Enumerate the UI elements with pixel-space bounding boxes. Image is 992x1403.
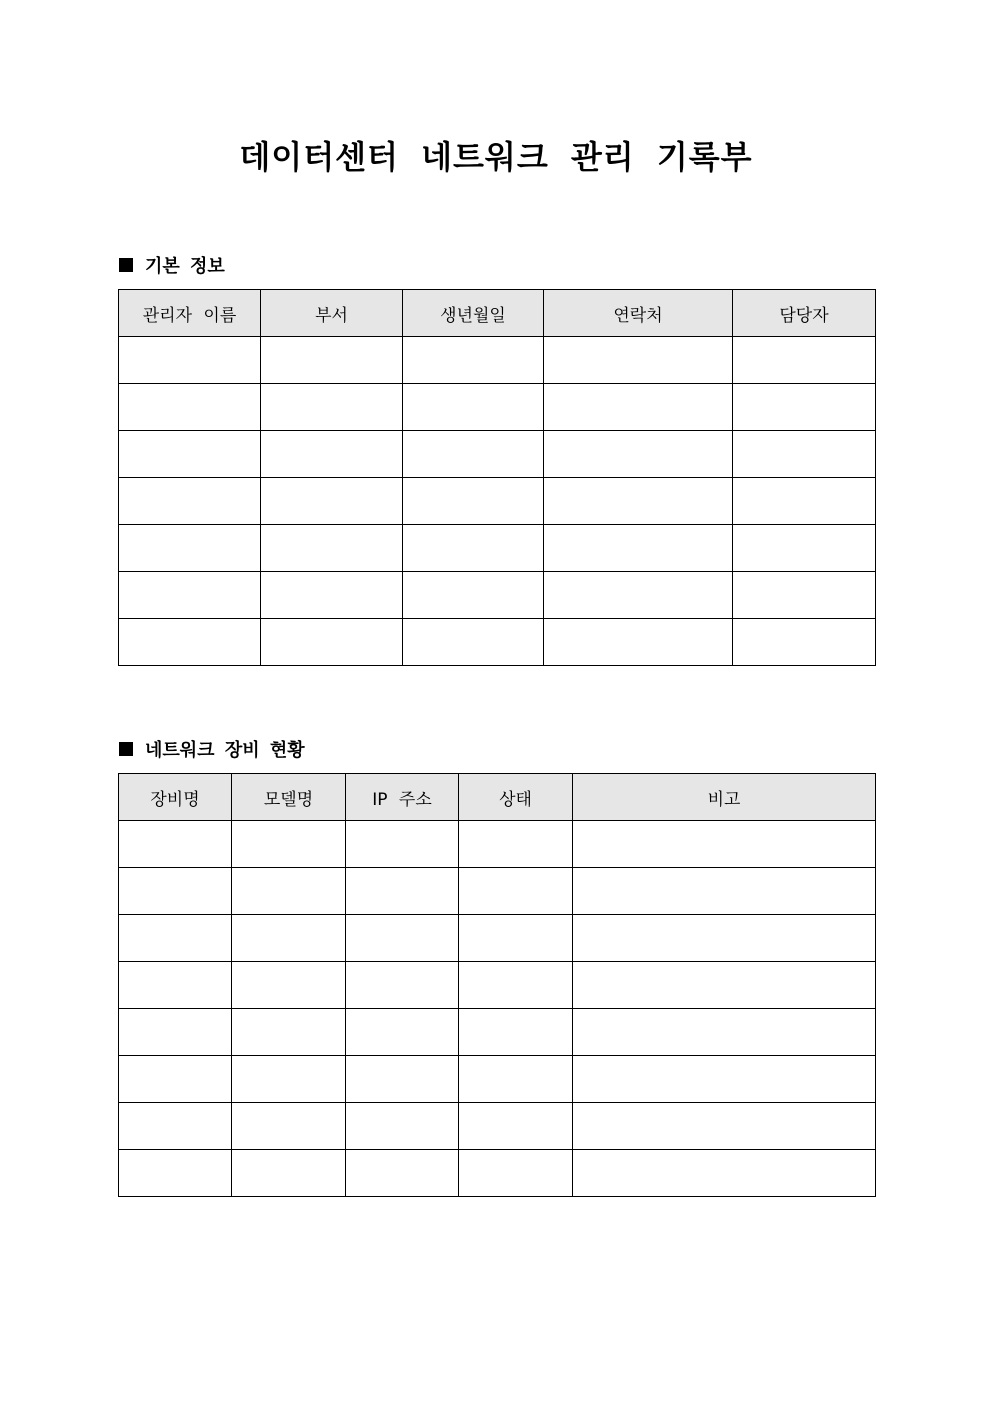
square-bullet-icon bbox=[119, 742, 133, 756]
table-cell[interactable] bbox=[544, 572, 733, 619]
table-cell[interactable] bbox=[346, 1056, 459, 1103]
table-cell[interactable] bbox=[733, 478, 876, 525]
table-cell[interactable] bbox=[346, 1103, 459, 1150]
table-cell[interactable] bbox=[573, 868, 876, 915]
table-row bbox=[119, 915, 876, 962]
basic-info-table-body bbox=[119, 337, 876, 666]
table-cell[interactable] bbox=[232, 1103, 346, 1150]
table-cell[interactable] bbox=[261, 572, 403, 619]
table-cell[interactable] bbox=[733, 619, 876, 666]
table-row bbox=[119, 962, 876, 1009]
section-heading-label: 기본 정보 bbox=[145, 256, 225, 277]
table-cell[interactable] bbox=[459, 868, 573, 915]
page-title: 데이터센터 네트워크 관리 기록부 bbox=[239, 138, 753, 176]
table-cell[interactable] bbox=[232, 868, 346, 915]
column-header-remarks: 비고 bbox=[573, 774, 876, 821]
table-cell[interactable] bbox=[403, 384, 544, 431]
table-cell[interactable] bbox=[459, 1103, 573, 1150]
section-heading-label: 네트워크 장비 현황 bbox=[145, 740, 305, 761]
table-cell[interactable] bbox=[346, 821, 459, 868]
square-bullet-icon bbox=[119, 258, 133, 272]
equipment-table bbox=[118, 773, 876, 1197]
table-header-row bbox=[119, 290, 876, 337]
table-cell[interactable] bbox=[573, 821, 876, 868]
table-cell[interactable] bbox=[232, 1150, 346, 1197]
table-row bbox=[119, 478, 876, 525]
table-cell[interactable] bbox=[119, 431, 261, 478]
column-header-person-in-charge: 담당자 bbox=[733, 290, 876, 337]
table-cell[interactable] bbox=[544, 525, 733, 572]
table-cell[interactable] bbox=[544, 384, 733, 431]
table-cell[interactable] bbox=[459, 915, 573, 962]
table-cell[interactable] bbox=[346, 1009, 459, 1056]
table-cell[interactable] bbox=[261, 525, 403, 572]
table-cell[interactable] bbox=[119, 821, 232, 868]
column-header-model-name: 모델명 bbox=[232, 774, 346, 821]
table-cell[interactable] bbox=[733, 384, 876, 431]
table-cell[interactable] bbox=[544, 478, 733, 525]
table-cell[interactable] bbox=[119, 619, 261, 666]
table-cell[interactable] bbox=[119, 1150, 232, 1197]
table-cell[interactable] bbox=[119, 1009, 232, 1056]
column-header-ip-address: IP 주소 bbox=[346, 774, 459, 821]
table-row bbox=[119, 619, 876, 666]
table-cell[interactable] bbox=[573, 962, 876, 1009]
table-row bbox=[119, 1103, 876, 1150]
table-row bbox=[119, 1056, 876, 1103]
table-cell[interactable] bbox=[232, 915, 346, 962]
table-cell[interactable] bbox=[459, 1150, 573, 1197]
table-cell[interactable] bbox=[346, 1150, 459, 1197]
table-cell[interactable] bbox=[733, 572, 876, 619]
table-cell[interactable] bbox=[119, 478, 261, 525]
table-cell[interactable] bbox=[232, 1056, 346, 1103]
table-cell[interactable] bbox=[403, 525, 544, 572]
table-cell[interactable] bbox=[346, 915, 459, 962]
table-cell[interactable] bbox=[573, 1150, 876, 1197]
table-cell[interactable] bbox=[346, 962, 459, 1009]
table-row bbox=[119, 337, 876, 384]
table-cell[interactable] bbox=[232, 962, 346, 1009]
table-cell[interactable] bbox=[733, 337, 876, 384]
table-cell[interactable] bbox=[403, 431, 544, 478]
column-header-department: 부서 bbox=[261, 290, 403, 337]
table-cell[interactable] bbox=[261, 337, 403, 384]
table-cell[interactable] bbox=[573, 1056, 876, 1103]
section-heading-equipment bbox=[119, 736, 305, 762]
column-header-equipment-name: 장비명 bbox=[119, 774, 232, 821]
table-cell[interactable] bbox=[119, 962, 232, 1009]
table-cell[interactable] bbox=[119, 337, 261, 384]
table-cell[interactable] bbox=[573, 915, 876, 962]
table-cell[interactable] bbox=[346, 868, 459, 915]
table-row bbox=[119, 384, 876, 431]
table-cell[interactable] bbox=[119, 572, 261, 619]
column-header-birthdate: 생년월일 bbox=[403, 290, 544, 337]
table-cell[interactable] bbox=[459, 962, 573, 1009]
table-cell[interactable] bbox=[573, 1103, 876, 1150]
table-cell[interactable] bbox=[403, 337, 544, 384]
equipment-table-body bbox=[119, 821, 876, 1197]
column-header-contact: 연락처 bbox=[544, 290, 733, 337]
table-cell[interactable] bbox=[403, 478, 544, 525]
table-cell[interactable] bbox=[403, 572, 544, 619]
section-heading-basic-info bbox=[119, 252, 225, 278]
table-cell[interactable] bbox=[544, 337, 733, 384]
table-cell[interactable] bbox=[459, 821, 573, 868]
table-cell[interactable] bbox=[459, 1009, 573, 1056]
table-header-row bbox=[119, 774, 876, 821]
table-cell[interactable] bbox=[261, 478, 403, 525]
table-row bbox=[119, 572, 876, 619]
table-cell[interactable] bbox=[544, 619, 733, 666]
table-cell[interactable] bbox=[119, 1103, 232, 1150]
basic-info-table bbox=[118, 289, 876, 666]
column-header-status: 상태 bbox=[459, 774, 573, 821]
table-cell[interactable] bbox=[119, 868, 232, 915]
table-row bbox=[119, 821, 876, 868]
column-header-manager-name: 관리자 이름 bbox=[119, 290, 261, 337]
table-cell[interactable] bbox=[119, 525, 261, 572]
table-row bbox=[119, 1009, 876, 1056]
table-cell[interactable] bbox=[232, 821, 346, 868]
table-cell[interactable] bbox=[261, 619, 403, 666]
table-cell[interactable] bbox=[544, 431, 733, 478]
table-cell[interactable] bbox=[733, 431, 876, 478]
table-row bbox=[119, 868, 876, 915]
table-cell[interactable] bbox=[733, 525, 876, 572]
table-cell[interactable] bbox=[119, 384, 261, 431]
table-cell[interactable] bbox=[403, 619, 544, 666]
table-row bbox=[119, 1150, 876, 1197]
table-cell[interactable] bbox=[573, 1009, 876, 1056]
table-row bbox=[119, 525, 876, 572]
table-cell[interactable] bbox=[232, 1009, 346, 1056]
table-cell[interactable] bbox=[261, 431, 403, 478]
table-row bbox=[119, 431, 876, 478]
table-cell[interactable] bbox=[119, 1056, 232, 1103]
table-cell[interactable] bbox=[459, 1056, 573, 1103]
table-cell[interactable] bbox=[119, 915, 232, 962]
table-cell[interactable] bbox=[261, 384, 403, 431]
